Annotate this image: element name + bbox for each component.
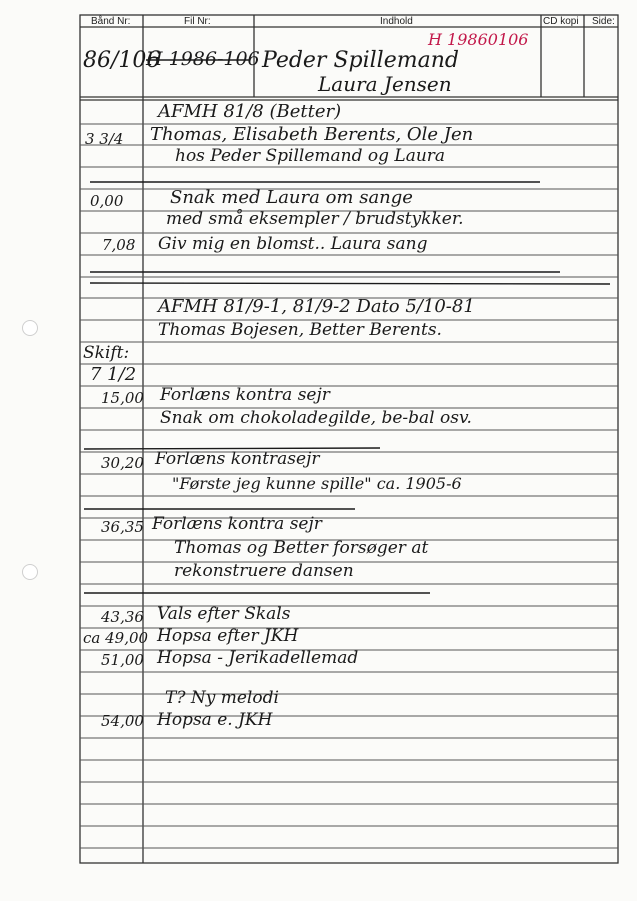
row-text: T? Ny melodi bbox=[165, 688, 279, 708]
red-archive-number: H 19860106 bbox=[428, 30, 529, 49]
row-text: AFMH 81/9-1, 81/9-2 Dato 5/10-81 bbox=[158, 296, 475, 317]
row-time: 15,00 bbox=[101, 389, 144, 407]
row-text: Thomas og Better forsøger at bbox=[174, 538, 429, 558]
row-time: 0,00 bbox=[90, 192, 124, 210]
row-text: Thomas Bojesen, Better Berents. bbox=[158, 320, 442, 340]
row-text: Forlæns kontra sejr bbox=[160, 385, 330, 405]
column-header-content: Indhold bbox=[380, 16, 413, 27]
row-text: hos Peder Spillemand og Laura bbox=[175, 146, 446, 166]
row-time: 3 3/4 bbox=[85, 130, 124, 148]
row-time: Skift: bbox=[83, 343, 130, 363]
row-text: Snak om chokoladegilde, be-bal osv. bbox=[160, 408, 472, 428]
file-number-crossed: H 1986-106 bbox=[146, 48, 260, 70]
row-text: Snak med Laura om sange bbox=[170, 187, 413, 208]
row-time: 7 1/2 bbox=[90, 364, 137, 385]
row-time: 30,20 bbox=[101, 454, 144, 472]
row-text: "Første jeg kunne spille" ca. 1905-6 bbox=[172, 474, 462, 493]
entry-content-line-1: Peder Spillemand bbox=[262, 48, 459, 73]
row-time: 7,08 bbox=[102, 236, 136, 254]
column-header-cd-copy: CD kopi bbox=[543, 16, 579, 27]
column-header-file-number: Fil Nr: bbox=[184, 16, 211, 27]
row-text: med små eksempler / brudstykker. bbox=[166, 209, 464, 229]
row-time: 54,00 bbox=[101, 712, 144, 730]
column-header-tape-number: Bånd Nr: bbox=[91, 16, 131, 27]
row-time: ca 49,00 bbox=[83, 629, 149, 647]
row-text: Vals efter Skals bbox=[157, 604, 291, 624]
entry-content-line-2: Laura Jensen bbox=[318, 72, 452, 96]
row-text: AFMH 81/8 (Better) bbox=[158, 101, 342, 122]
row-text: Hopsa - Jerikadellemad bbox=[157, 648, 359, 668]
row-text: Thomas, Elisabeth Berents, Ole Jen bbox=[150, 124, 474, 145]
row-text: Forlæns kontrasejr bbox=[155, 449, 320, 469]
row-text: rekonstruere dansen bbox=[174, 561, 354, 581]
row-time: 43,36 bbox=[101, 608, 144, 626]
column-header-page: Side: bbox=[592, 16, 615, 27]
row-time: 51,00 bbox=[101, 651, 144, 669]
row-text: Forlæns kontra sejr bbox=[152, 514, 322, 534]
row-time: 36,35 bbox=[101, 518, 144, 536]
row-text: Hopsa e. JKH bbox=[157, 710, 273, 730]
row-text: Hopsa efter JKH bbox=[157, 626, 299, 646]
row-text: Giv mig en blomst.. Laura sang bbox=[158, 234, 428, 254]
tape-number: 86/106 bbox=[83, 48, 161, 73]
